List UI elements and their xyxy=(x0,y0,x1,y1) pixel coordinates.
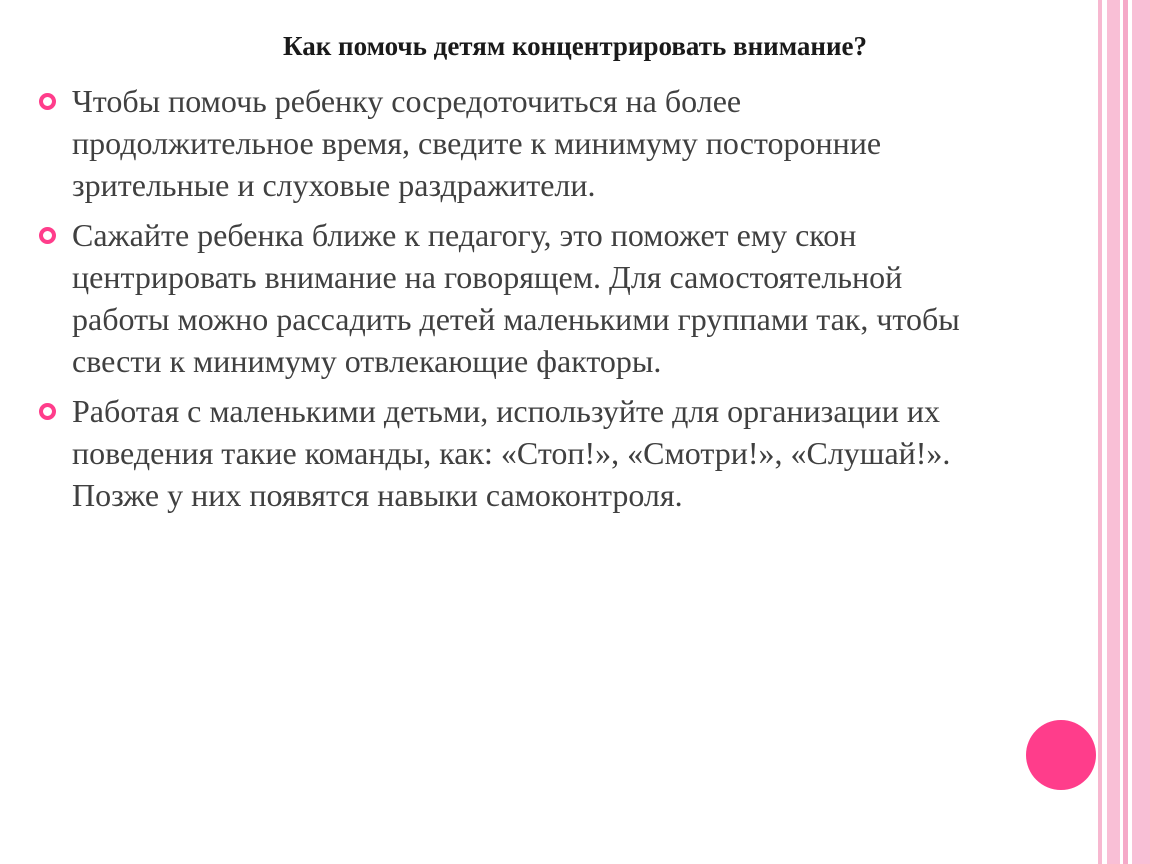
decor-stripe xyxy=(1107,0,1120,864)
decor-stripe xyxy=(1132,0,1150,864)
slide-title: Как помочь детям концентрировать внимание? xyxy=(283,31,867,61)
ring-bullet-icon xyxy=(39,93,56,110)
bullet-text: Сажайте ребенка ближе к педагогу, это поможет ему скон центрировать внимание на говорящем. Для самостоятельной работы можно рассадить детей маленькими группами так, чтобы свести к минимуму отвлекающие факторы. xyxy=(72,217,960,379)
ring-bullet-icon xyxy=(39,403,56,420)
ring-bullet-icon xyxy=(39,227,56,244)
bullet-text: Работая с маленькими детьми, используйте для организации их поведения такие команды, как: «Стоп!», «Смотри!», «Слушай!». Позже у них появятся навыки самоконтроля. xyxy=(72,393,951,513)
bullet-list xyxy=(72,80,1072,524)
bullet-item xyxy=(72,214,1072,382)
bullet-item xyxy=(72,80,1072,206)
bullet-text: Чтобы помочь ребенку сосредоточиться на более продолжительное время, сведите к минимуму посторонние зрительные и слуховые раздражители. xyxy=(72,83,882,203)
bullet-item xyxy=(72,390,1072,516)
decor-pink-circle xyxy=(1026,720,1096,790)
